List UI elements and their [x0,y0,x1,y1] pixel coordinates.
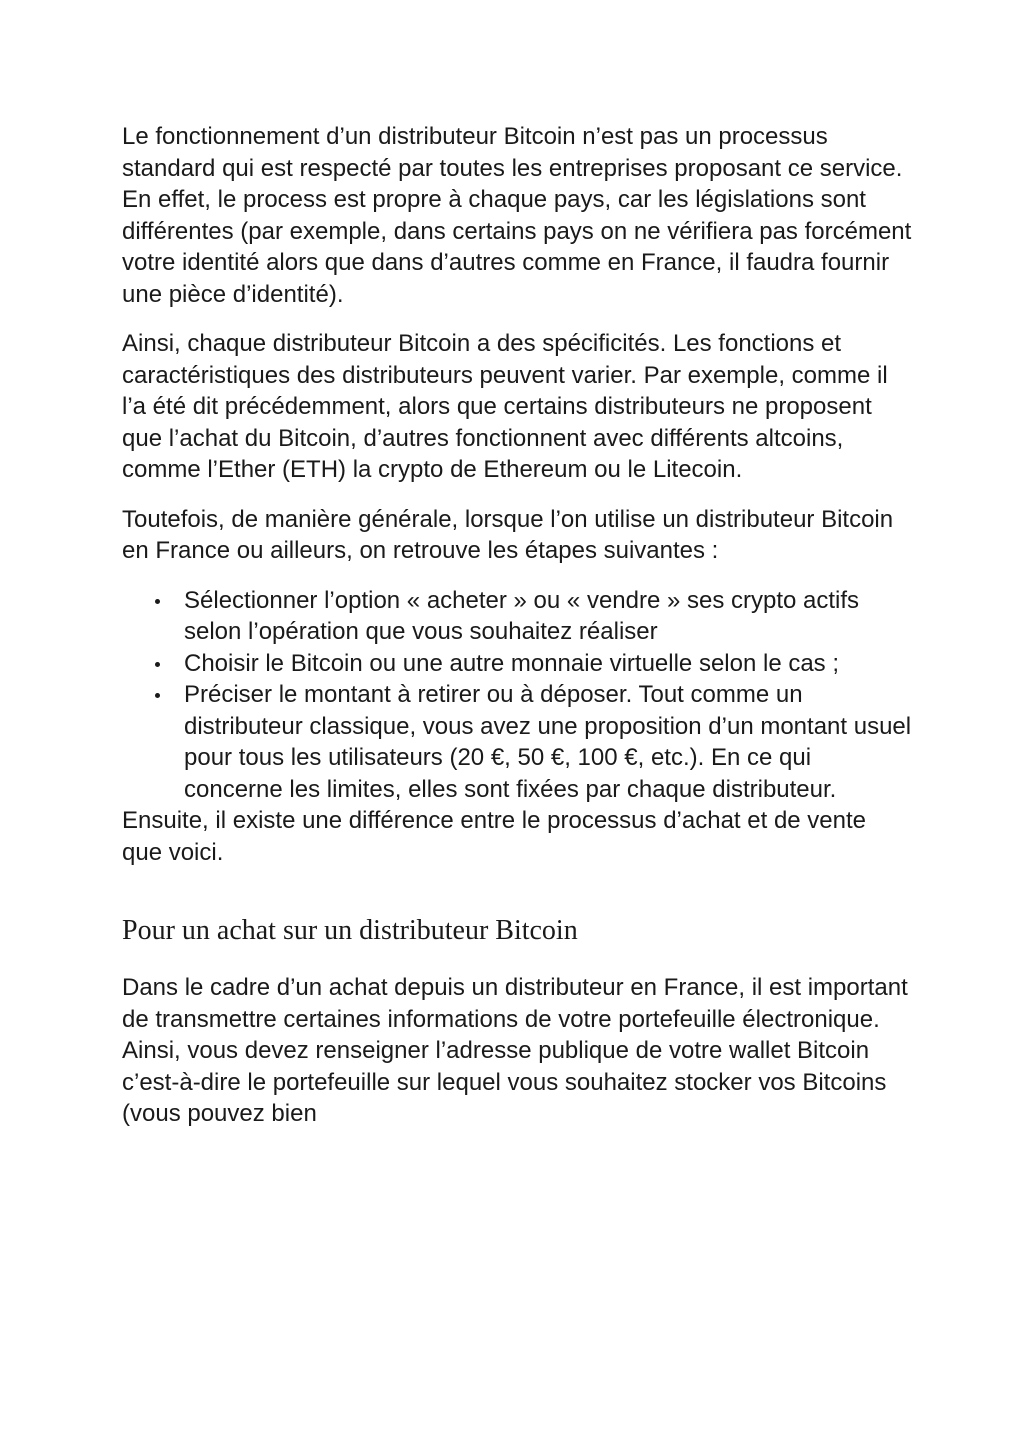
list-item-text: Choisir le Bitcoin ou une autre monnaie virtuelle selon le cas ; [184,649,840,677]
bullet-icon [155,693,160,698]
paragraph-general-steps: Toutefois, de manière générale, lorsque l’on utilise un distributeur Bitcoin en France ou ailleurs, on retrouve les étapes suivantes : [122,505,894,564]
paragraph-intro: Le fonctionnement d’un distributeur Bitcoin n’est pas un processus standard qui est respecté par toutes les entreprises proposant ce service. En effet, le process est propre à chaque pays, car les législations sont différentes (par exemple, dans certains pays on ne vérifiera pas forcément votre identité alors que dans d’autres comme en France, il faudra fournir une pièce d’identité). [122,123,912,308]
list-item-text: Sélectionner l’option « acheter » ou « vendre » ses crypto actifs selon l’opération que vous souhaitez réaliser [184,586,860,645]
section-heading: Pour un achat sur un distributeur Bitcoin [122,915,578,946]
steps-list [122,585,912,806]
list-item [122,679,912,805]
paragraph-purchase: Dans le cadre d’un achat depuis un distributeur en France, il est important de transmettre certaines informations de votre portefeuille électronique. Ainsi, vous devez renseigner l’adresse publique de votre wallet Bitcoin c’est-à-dire le portefeuille sur lequel vous souhaitez stocker vos Bitcoins (vous pouvez bien [122,974,908,1127]
bullet-icon [155,599,160,604]
list-item [122,648,912,680]
document-page [122,121,912,1148]
bullet-icon [155,662,160,667]
list-item-text: Préciser le montant à retirer ou à déposer. Tout comme un distributeur classique, vous avez une proposition d’un montant usuel pour tous les utilisateurs (20 €, 50 €, 100 €, etc.). En ce qui concerne les limites, elles sont fixées par chaque distributeur. [184,681,912,803]
paragraph-specificities: Ainsi, chaque distributeur Bitcoin a des spécificités. Les fonctions et caractéristiques des distributeurs peuvent varier. Par exemple, comme il l’a été dit précédemment, alors que certains distributeurs ne proposent que l’achat du Bitcoin, d’autres fonctionnent avec différents altcoins, comme l’Ether (ETH) la crypto de Ethereum ou le Litecoin. [122,330,888,483]
paragraph-difference: Ensuite, il existe une différence entre le processus d’achat et de vente que voici. [122,807,867,866]
list-item [122,585,912,648]
